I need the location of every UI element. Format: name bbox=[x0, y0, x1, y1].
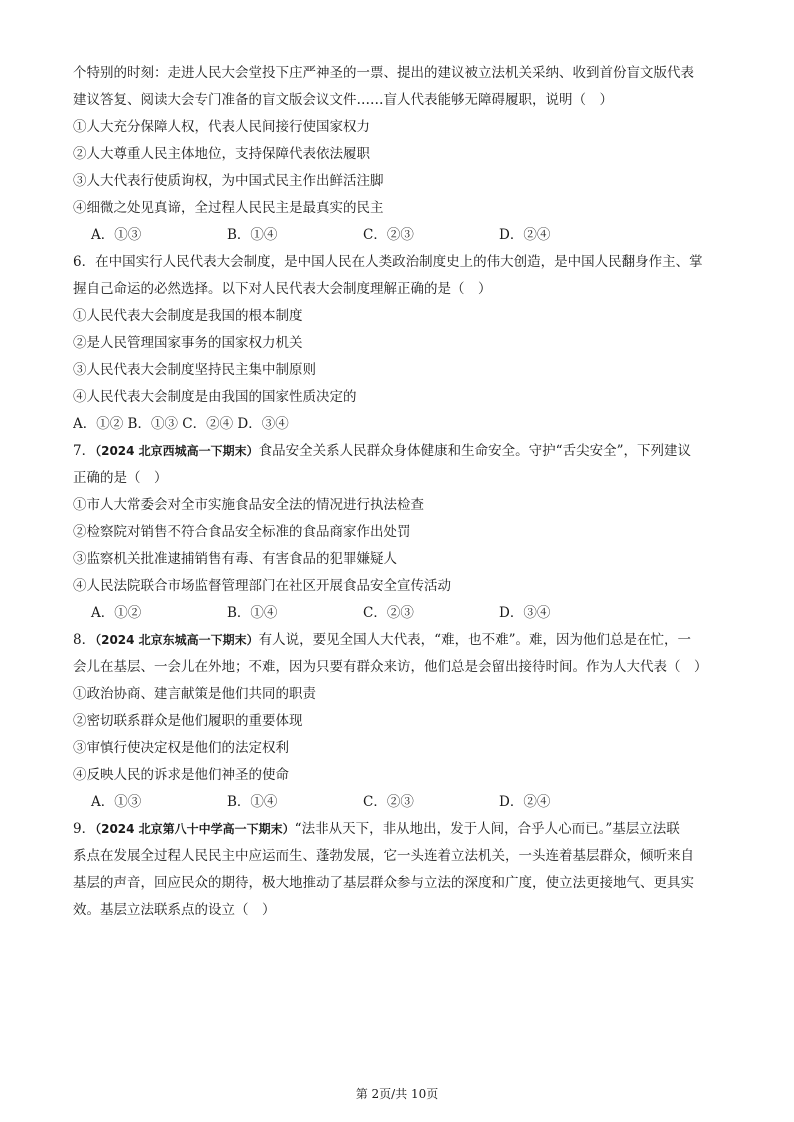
question-6-stem-line-2: 握自己命运的必然选择。以下对人民代表大会制度理解正确的是（ ） bbox=[73, 281, 492, 297]
question-8-options bbox=[73, 789, 728, 816]
question-7-statement-3: ③监察机关批准逮捕销售有毒、有害食品的犯罪嫌疑人 bbox=[73, 551, 397, 567]
page-footer: 第 2页/共 10页 bbox=[355, 1087, 439, 1101]
option-b: B．①④ bbox=[227, 794, 278, 810]
question-7-stem-line-2: 正确的是（ ） bbox=[73, 470, 168, 486]
option-d: D．②④ bbox=[499, 227, 551, 243]
option-c: C．②③ bbox=[363, 227, 414, 243]
option-c: C．②③ bbox=[363, 605, 414, 621]
question-5-stem-line-2: 建议答复、阅读大会专门准备的盲文版会议文件……盲人代表能够无障碍履职，说明（ ） bbox=[73, 92, 613, 108]
question-7-statement-1: ①市人大常委会对全市实施食品安全法的情况进行执法检查 bbox=[73, 497, 424, 513]
option-b: B．①④ bbox=[227, 605, 278, 621]
question-number: 8． bbox=[73, 632, 96, 648]
question-5-options bbox=[73, 222, 728, 249]
question-6-stem-line-1: 6．在中国实行人民代表大会制度，是中国人民在人类政治制度史上的伟大创造，是中国人民翻身作主、掌 bbox=[73, 254, 703, 270]
option-d: D．②④ bbox=[499, 794, 551, 810]
question-8-statement-1: ①政治协商、建言献策是他们共同的职责 bbox=[73, 686, 316, 702]
question-7-statement-2: ②检察院对销售不符合食品安全标准的食品商家作出处罚 bbox=[73, 524, 411, 540]
option-a: A．①③ bbox=[91, 794, 142, 810]
question-8-stem-line-1 bbox=[73, 627, 728, 654]
question-5-statement-2: ②人大尊重人民主体地位，支持保障代表依法履职 bbox=[73, 146, 370, 162]
question-5-statement-3: ③人大代表行使质询权，为中国式民主作出鲜活注脚 bbox=[73, 173, 384, 189]
question-9-stem-line-2: 系点在发展全过程人民民主中应运而生、蓬勃发展，它一头连着立法机关，一头连着基层群众，倾听来自 bbox=[73, 848, 694, 864]
question-5-stem-line-1: 个特别的时刻：走进人民大会堂投下庄严神圣的一票、提出的建议被立法机关采纳、收到首份盲文版代表 bbox=[73, 65, 694, 81]
question-6-statement-4: ④人民代表大会制度是由我国的国家性质决定的 bbox=[73, 389, 357, 405]
question-8-stem-line-2: 会儿在基层、一会儿在外地；不难，因为只要有群众来访，他们总是会留出接待时间。作为人大代表（ ） bbox=[73, 659, 708, 675]
page-content bbox=[73, 60, 728, 924]
question-7-statement-4: ④人民法院联合市场监督管理部门在社区开展食品安全宣传活动 bbox=[73, 578, 451, 594]
option-a: A．①② bbox=[91, 605, 142, 621]
question-7-stem-line-1 bbox=[73, 438, 728, 465]
question-9-stem-line-3: 基层的声音，回应民众的期待，极大地推动了基层群众参与立法的深度和广度，使立法更接地气、更具实 bbox=[73, 875, 694, 891]
question-8-statement-4: ④反映人民的诉求是他们神圣的使命 bbox=[73, 767, 289, 783]
question-number: 7． bbox=[73, 443, 96, 459]
question-9-stem-line-4: 效。基层立法联系点的设立（ ） bbox=[73, 902, 276, 918]
question-7-options bbox=[73, 600, 728, 627]
question-6-statement-2: ②是人民管理国家事务的国家权力机关 bbox=[73, 335, 303, 351]
question-8-statement-2: ②密切联系群众是他们履职的重要体现 bbox=[73, 713, 303, 729]
question-stem-text: 食品安全关系人民群众身体健康和生命安全。守护“舌尖安全”，下列建议 bbox=[258, 443, 691, 459]
question-6-statement-3: ③人民代表大会制度坚持民主集中制原则 bbox=[73, 362, 316, 378]
question-5-statement-4: ④细微之处见真谛，全过程人民民主是最真实的民主 bbox=[73, 200, 384, 216]
question-8-statement-3: ③审慎行使决定权是他们的法定权利 bbox=[73, 740, 289, 756]
question-number: 9． bbox=[73, 821, 96, 837]
question-source: （2024 北京东城高一下期末） bbox=[95, 633, 259, 647]
question-source: （2024 北京第八十中学高一下期末） bbox=[95, 822, 295, 836]
question-6-options: A．①② B．①③ C．②④ D．③④ bbox=[73, 416, 289, 432]
question-9-stem-line-1 bbox=[73, 816, 728, 843]
question-5-statement-1: ①人大充分保障人权，代表人民间接行使国家权力 bbox=[73, 119, 370, 135]
option-c: C．②③ bbox=[363, 794, 414, 810]
option-b: B．①④ bbox=[227, 227, 278, 243]
option-d: D．③④ bbox=[499, 605, 551, 621]
question-stem-text: “法非从天下，非从地出，发于人间，合乎人心而已。”基层立法联 bbox=[294, 821, 680, 837]
question-6-statement-1: ①人民代表大会制度是我国的根本制度 bbox=[73, 308, 303, 324]
option-a: A．①③ bbox=[91, 227, 142, 243]
question-stem-text: 有人说，要见全国人大代表，“难，也不难”。难，因为他们总是在忙，一 bbox=[258, 632, 691, 648]
question-source: （2024 北京西城高一下期末） bbox=[95, 444, 259, 458]
